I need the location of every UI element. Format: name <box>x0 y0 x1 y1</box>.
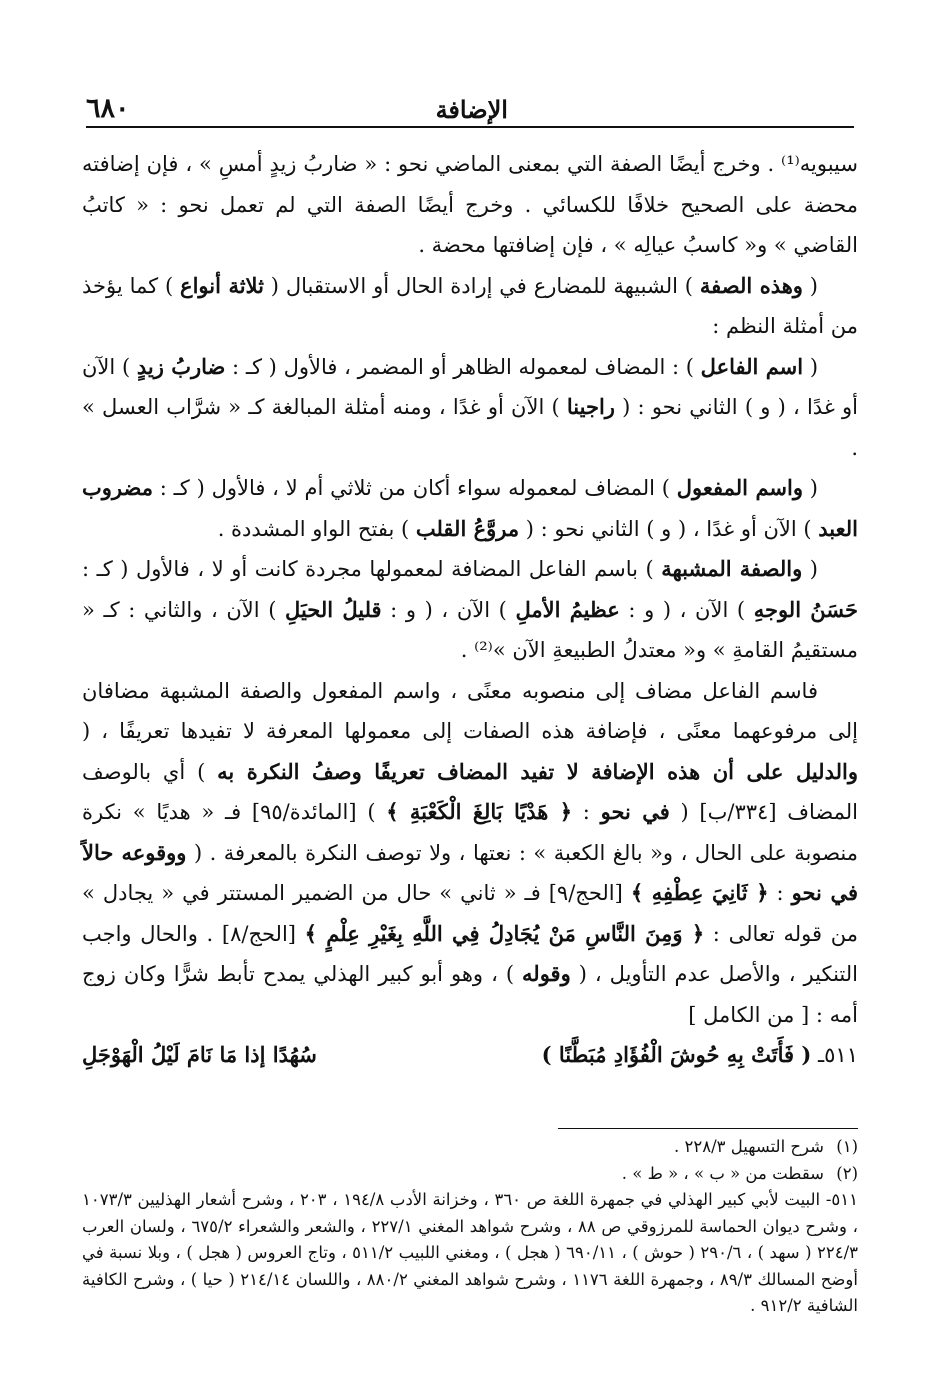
footnote-text: سقطت من « ب » ، « ط » . <box>621 1163 824 1183</box>
bold-term: والصفة المشبهة <box>661 556 803 581</box>
paragraph-5 <box>82 549 858 671</box>
bold-term: راجينا <box>566 394 615 419</box>
bold-term: ضاربُ زيدٍ <box>136 353 226 379</box>
text: ) الآن ، ( و : <box>619 597 754 622</box>
bold-term: ووقوعه حالاً في نحو <box>82 839 859 905</box>
verse-first-hemistich <box>542 1035 858 1076</box>
footnote-2 <box>82 1161 858 1188</box>
paragraph-4 <box>82 468 858 549</box>
bold-term: ثلاثة أنواع <box>180 272 264 298</box>
paragraph-3 <box>82 347 858 469</box>
text: : <box>768 881 792 905</box>
footnote-text: شرح التسهيل ٢٢٨/٣ . <box>674 1137 824 1156</box>
text: فاسم الفاعل مضاف إلى منصوبه معنًى ، واسم المفعول والصفة المشبهة مضافان إلى مرفوعهما معنًى ، فإضافة هذه الصفات إلى معمولها المعرفة لا تفيدها تعريفًا ، ( <box>82 678 858 743</box>
main-text <box>82 144 858 1076</box>
text: ( <box>803 476 818 500</box>
paragraph-6 <box>82 671 858 1036</box>
footnote-number: (١) <box>836 1137 858 1156</box>
text: [الحج/٨] . والحال واجب التنكير ، والأصل عدم التأويل ، ( <box>82 921 858 986</box>
running-title: الإضافة <box>435 95 508 124</box>
text: ) بفتح الواو المشددة . <box>217 516 416 541</box>
footnote-separator <box>558 1128 858 1129</box>
footnote-1 <box>82 1134 858 1161</box>
text: ) الشبيهة للمضارع في إرادة الحال أو الاستقبال ( <box>263 273 700 298</box>
bold-term: حَسَنُ الوجهِ <box>753 596 858 622</box>
footnotes <box>82 1134 858 1320</box>
bold-term: اسم الفاعل <box>700 353 804 379</box>
bold-term: وهذه الصفة <box>699 272 803 298</box>
bold-term: مضروب العبد <box>82 475 858 541</box>
verse-second-hemistich: سُهُدًا إذا مَا نَامَ لَيْلُ الْهَوْجَلِ <box>82 1042 317 1067</box>
text: ) [المائدة/٩٥] فـ « هديًا » نكرة منصوبة على الحال ، و« بالغ الكعبة » : نعتها ، ولا توصف النكرة بالمعرفة . ( <box>82 800 858 865</box>
bold-term: في نحو <box>600 799 670 824</box>
bold-term: قليلُ الحيَلِ <box>285 596 382 622</box>
text: ) الآن أو غدًا ، ( و ) الثاني نحو : ( <box>82 354 858 419</box>
quran-quote: ﴿ وَمِنَ النَّاسِ مَنْ يُجَادِلُ فِي اللَّهِ بِغَيْرِ عِلْمٍ ﴾ <box>304 920 705 946</box>
footnote-number: (٢) <box>836 1163 858 1183</box>
quran-quote: ﴿ ثَانِيَ عِطْفِهِ ﴾ <box>630 880 769 905</box>
verse-number: ٥١١ـ <box>818 1043 858 1067</box>
text: ( <box>802 273 818 298</box>
text: ) الآن ، ( و : <box>381 597 516 622</box>
bold-term: عظيمُ الأملِ <box>515 596 620 622</box>
page-header <box>86 88 854 128</box>
text: ) الآن أو غدًا ، ومنه أمثلة المبالغة كـ « شرَّاب العسل » . <box>82 395 858 460</box>
text: ) باسم الفاعل المضافة لمعمولها مجردة كانت أو لا ، فالأول ( كـ : <box>82 557 662 581</box>
bold-term: والدليل على أن هذه الإضافة لا تفيد المضاف تعريفًا وصفُ النكرة به <box>217 758 858 784</box>
bold-term: وقوله <box>522 961 571 986</box>
text: ) الآن ، والثاني : كـ « مستقيمُ القامةِ » و« معتدلُ الطبيعةِ الآن »⁽²⁾ . <box>82 597 858 662</box>
paragraph-2 <box>82 266 858 347</box>
text: ( <box>803 354 819 379</box>
text: ) الآن أو غدًا ، ( و ) الثاني نحو : ( <box>519 516 819 541</box>
bold-term: مروَّعُ القلب <box>415 515 520 541</box>
text: ) : المضاف لمعموله الظاهر أو المضمر ، فالأول ( كـ : <box>225 354 701 379</box>
text: ) المضاف لمعموله سواء أكان من ثلاثي أم لا ، فالأول ( كـ : <box>152 476 677 500</box>
bold-term: واسم المفعول <box>676 475 803 500</box>
paragraph-1: سيبويه⁽¹⁾ . وخرج أيضًا الصفة التي بمعنى الماضي نحو : « ضاربُ زيدٍ أمسِ » ، فإن إضافته محضة على الصحيح خلافًا للكسائي . وخرج أيضًا الصفة التي لم تعمل نحو : « كاتبُ القاضي » و« كاسبُ عيالِه » ، فإن إضافتها محضة . <box>82 152 858 257</box>
verse-source-note: ٥١١- البيت لأبي كبير الهذلي في جمهرة اللغة ص ٣٦٠ ، وخزانة الأدب ١٩٤/٨ ، ٢٠٣ ، وشرح أشعار الهذليين ١٠٧٣/٣ ، وشرح ديوان الحماسة للمرزوقي ص ٨٨ ، وشرح شواهد المغني ٢٢٧/١ ، والشعر والشعراء ٦٧٥/٢ ، ولسان العرب ٢٢٤/٣ ( سهد ) ، ٢٩٠/٦ ( حوش ) ، ٦٩٠/١١ ( هجل ) ، ومغني اللبيب ٥١١/٢ ، وتاج العروس ( هجل ) ، وبلا نسبة في أوضح المسالك ٨٩/٣ ، وجمهرة اللغة ١١٧٦ ، وشرح شواهد المغني ٨٨٠/٢ ، واللسان ٢١٤/١٤ ( حيا ) ، وشرح الكافية الشافية ٩١٢/٢ . <box>82 1190 858 1315</box>
text: ) كما يؤخذ من أمثلة النظم : <box>82 273 858 338</box>
text: [الحج/٩] فـ « ثاني » حال من الضمير المستتر في « يجادل » من قوله تعالى : <box>82 881 858 946</box>
quran-quote: ﴿ هَدْيًا بَالِغَ الْكَعْبَةِ ﴾ <box>386 799 573 824</box>
poetry-verse <box>82 1035 858 1076</box>
page-number: ٦٨٠ <box>86 93 130 124</box>
text: ( <box>802 557 818 581</box>
text: ) أي بالوصف المضاف [٣٣٤/ب] ( <box>82 759 858 824</box>
verse-first-text: ( فَأَتَتْ بِهِ حُوشَ الْفُؤَادِ مُبَطَّنًا ) <box>541 1042 812 1067</box>
text: ) ، وهو أبو كبير الهذلي يمدح تأبط شرًّا وكان زوج أمه : [ من الكامل ] <box>82 962 858 1027</box>
text: : <box>572 800 601 824</box>
